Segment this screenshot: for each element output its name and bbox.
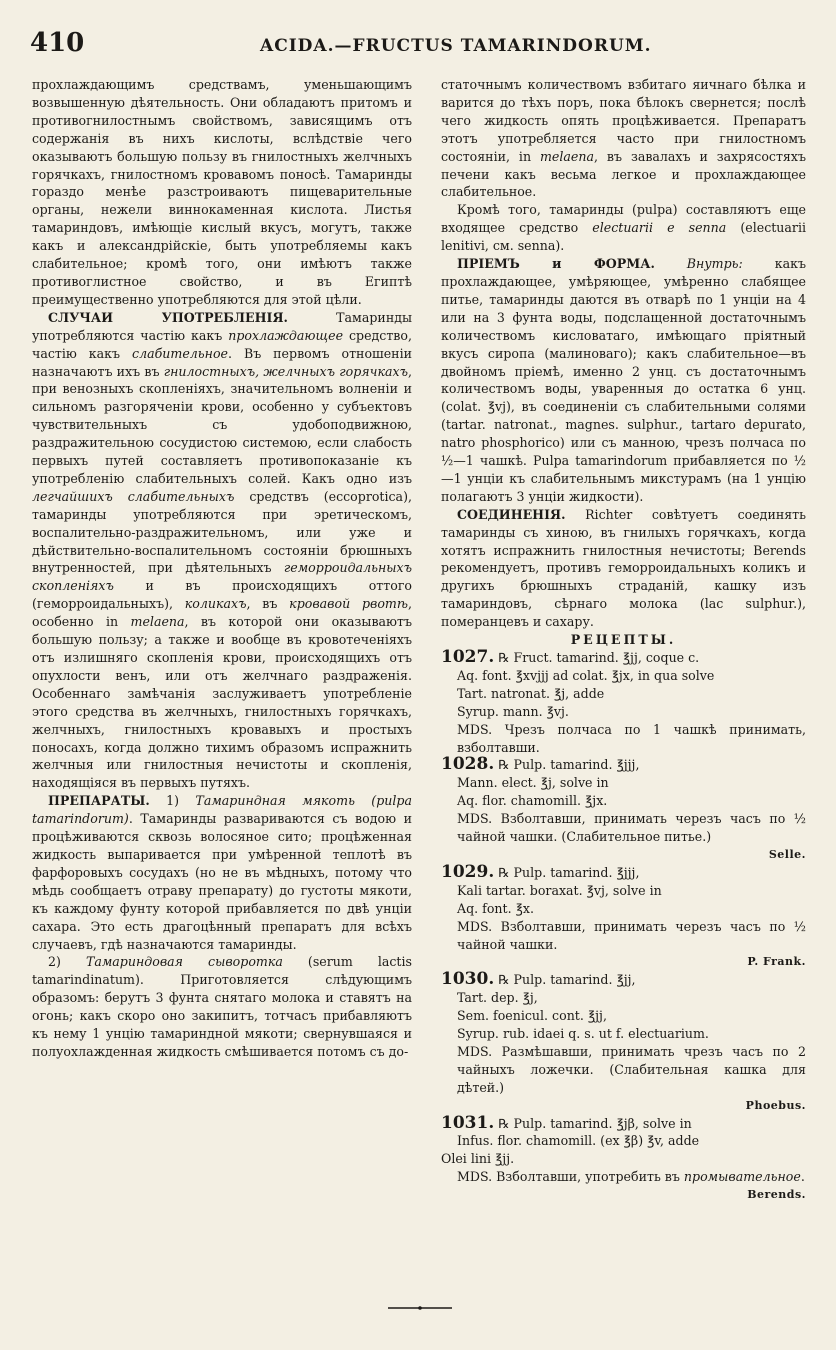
text: средство, частію какъ <box>32 327 412 361</box>
italic-text: коликахъ <box>184 596 247 612</box>
recipe-line: Tart. natronat. ℥j, adde <box>457 685 605 701</box>
recipe-1031 <box>441 1112 806 1205</box>
page-header <box>30 28 806 62</box>
recipe-1028 <box>441 756 806 863</box>
recipe-author: Berends. <box>747 1188 806 1202</box>
recipe-line: Sem. foenicul. cont. ℥jj, <box>457 1008 607 1024</box>
text: . Въ первомъ отношеніи назначаютъ ихъ въ <box>32 345 413 379</box>
recipe-line: Kali tartar. boraxat. ℥vj, solve in <box>457 882 662 898</box>
text: (electuarii lenitivi, см. senna). <box>441 220 806 254</box>
italic-text: гнилостныхъ, желчныхъ горячкахъ <box>163 363 408 379</box>
section-heading: СЛУЧАИ УПОТРЕБЛЕНІЯ. <box>48 309 288 325</box>
text: . Тамаринды развариваются съ водою и процѣживаются сквозь волосяное сито; процѣженная жидкость выпаривается при умѣренной теплотѣ въ фарфоровыхъ сосудахъ (но не въ мѣдныхъ, потому что мѣдь сообщаетъ отраву препарату) до густоты мякоти, къ каждому фунту которой прибавляется по двѣ унціи сахара. Это есть драгоцѣнный препаратъ для всѣхъ случаевъ, гдѣ назначаются тамаринды. <box>32 811 412 952</box>
recipe-author: P. Frank. <box>747 955 806 969</box>
paragraph-dose <box>441 255 806 506</box>
italic-text: melaena <box>130 614 185 630</box>
paragraph-preparations <box>32 792 412 953</box>
recipes-heading: РЕЦЕПТЫ. <box>570 632 677 648</box>
recipe-line: ℞ Pulp. tamarind. ℥jj, <box>498 972 636 988</box>
text: Кромѣ того, тамаринды (pulpa) составляютъ еще входящее средство <box>441 202 806 236</box>
running-head: ACIDA.—FRUCTUS TAMARINDORUM. <box>260 36 652 56</box>
recipe-number: 1030. <box>441 969 495 990</box>
recipe-line: Syrup. mann. ℥vj. <box>457 703 569 719</box>
paragraph-serum <box>32 953 412 1060</box>
recipe-signa: MDS. Взболтавши, принимать черезъ часъ по ½ чайной чашки. (Слабительное питье.) <box>457 811 806 845</box>
recipe-line: ℞ Pulp. tamarind. ℥jjj, <box>498 864 640 880</box>
recipe-line: Aq. font. ℥x. <box>457 900 534 916</box>
text: , въ завалахъ и захрясостяхъ печени какъ весьма легкое и прохлаждающее слабительное. <box>441 148 806 200</box>
recipe-line: ℞ Fruct. tamarind. ℥jj, coque c. <box>498 650 700 665</box>
text: какъ прохлаждающее, умѣряющее, умѣренно слабящее питье, тамаринды даются въ отварѣ по 1 унціи на 4 или на 3 фунта воды, подслащенной достаточнымъ количествомъ кисловатаго, имѣющаго пріятный вкусъ сиропа (малиноваго); какъ слабительное—въ двойномъ пріемѣ, именно 2 унц. съ достаточнымъ количествомъ воды, уваренныя до остатка 6 унц. (colat. ℥vj), въ соединеніи съ слабительными солями (tartar. natronat., magnes. sulphur., tartaro depurato, natro phosphorico) или съ манною, чрезъ полчаса по ½—1 чашкѣ. Pulpa tamarindorum прибавляется по ½—1 унціи къ слабительнымъ микстурамъ (на 1 унцію полагаютъ 3 унціи жидкости). <box>441 256 806 504</box>
recipe-line: Aq. font. ℥xvjjj ad colat. ℥jx, in qua solve <box>457 667 715 683</box>
section-heading: ПРЕПАРАТЫ. <box>48 793 150 809</box>
recipe-number: 1031. <box>441 1112 495 1133</box>
paragraph <box>441 76 806 201</box>
left-column <box>32 76 412 1061</box>
text: 2) <box>48 954 86 970</box>
paragraph: прохлаждающимъ средствамъ, уменьшающимъ возвышенную дѣятельность. Они обладаютъ притомъ и противогнилостнымъ свойствомъ, зависящимъ отъ содержанія въ нихъ кислоты, вслѣдствіе чего оказываютъ большую пользу въ гнилостныхъ желчныхъ горячкахъ, гнилостномъ кровавомъ поносѣ. Тамаринды гораздо менѣе разстроиваютъ пищеварительные органы, нежели виннокаменная кислота. Листья тамариндовъ, имѣющіе кислый вкусъ, могутъ, также какъ и александрійскіе, быть употребляемы какъ слабительное; кромѣ того, они имѣютъ также противоглистное свойство, и въ Египтѣ преимущественно употребляются для этой цѣли. <box>32 77 412 307</box>
text: , особенно in <box>32 596 412 630</box>
italic-text: геморроидальныхъ скопленіяхъ <box>32 560 412 594</box>
recipe-author: Phoebus. <box>745 1098 806 1112</box>
text: , при венозныхъ скопленіяхъ, значительномъ волненіи и сильномъ разгоряченіи крови, особенно у субъектовъ чувствительныхъ съ удобоподвижною, раздражительною сосудистою системою, если слабость первыхъ путей составляетъ противопоказаніе къ употребленію слабительныхъ солей. Какъ одно изъ <box>32 363 412 486</box>
italic-text: промывательное <box>683 1169 801 1185</box>
italic-text: Тамариндовая сыворотка <box>85 954 283 970</box>
italic-text: легчайшихъ слабительныхъ <box>32 488 235 504</box>
recipe-number: 1028. <box>441 754 495 775</box>
text: , въ <box>246 596 290 612</box>
recipe-line: ℞ Pulp. tamarind. ℥jjj, <box>498 757 640 773</box>
recipe-line: Infus. flor. chamomill. (ex ℥β) ℥v, adde <box>457 1133 700 1149</box>
recipe-line: Syrup. rub. idaei q. s. ut f. electuarium. <box>457 1026 709 1042</box>
text: . <box>800 1169 805 1185</box>
italic-text: слабительное <box>132 345 228 361</box>
text: статочнымъ количествомъ взбитаго яичнаго бѣлка и варится до тѣхъ поръ, пока бѣлокъ свернется; послѣ чего жидкость опять процѣживается. Препаратъ этотъ употребляется часто при гнилостномъ состояніи, in <box>441 77 806 164</box>
italic-text: melaena <box>539 148 594 164</box>
text: Richter совѣтуетъ соединять тамаринды съ хиною, въ гнилыхъ горячкахъ, когда хотятъ испражнить гнилостныя нечистоты; Berends рекомендуетъ, противъ геморроидальныхъ коликъ и другихъ брюшныхъ страданій, кашку изъ тамариндовъ, сѣрнаго молока (lac sulphur.), померанцевъ и сахару. <box>441 506 806 630</box>
text: и въ происходящихъ оттого (геморроидальныхъ), <box>32 578 412 612</box>
recipe-signa: MDS. Размѣшавши, принимать чрезъ часъ по 2 чайныхъ ложечки. (Слабительная кашка для дѣтей.) <box>457 1043 806 1095</box>
text: Тамаринды употребляются частію какъ <box>32 309 412 343</box>
paragraph-uses <box>32 309 412 792</box>
italic-text: electuarii e senna <box>592 220 727 236</box>
recipe-line: Mann. elect. ℥j, solve in <box>457 775 609 791</box>
end-ornament <box>388 1306 452 1310</box>
text: 1) <box>149 793 196 809</box>
italic-text: Внутрь: <box>654 256 743 272</box>
recipe-signa: MDS. Взболтавши, принимать черезъ часъ по ½ чайной чашки. <box>457 918 806 952</box>
recipe-line: ℞ Pulp. tamarind. ℥jβ, solve in <box>498 1115 692 1131</box>
text: средствъ (eccoprotica), тамаринды употребляются при эретическомъ, воспалительно-раздражительномъ, или уже и дѣйствительно-воспалительномъ состояніи брюшныхъ внутренностей, при дѣятельныхъ <box>32 488 412 576</box>
section-heading: ПРІЕМЪ и ФОРМА. <box>457 256 655 272</box>
recipe-1030 <box>441 971 806 1114</box>
text: , въ которой они оказываютъ большую пользу; а также и вообще въ кровотеченіяхъ отъ излишняго скопленія крови, происходящихъ отъ опухлости венъ, или отъ желчнаго раздраженія. Особеннаго замѣчанія заслуживаетъ употребленіе этого средства въ желчныхъ, гнилостныхъ горячкахъ, желчныхъ, гнилостныхъ кровавыхъ и простыхъ поносахъ, когда должно тихимъ образомъ испражнить желчныя или гнилостныя нечистоты и скопленія, находящіяся въ первыхъ путяхъ. <box>32 614 412 791</box>
italic-text: кровавой рвотѣ <box>289 596 408 612</box>
recipe-signa <box>441 1168 806 1186</box>
paragraph-combinations <box>441 506 806 631</box>
recipe-1027 <box>441 649 806 756</box>
recipe-1029 <box>441 861 806 971</box>
recipe-signa: MDS. Чрезъ полчаса по 1 чашкѣ принимать, взболтавши. <box>457 721 806 755</box>
recipe-line: Olei lini ℥jj. <box>441 1151 515 1167</box>
recipe-line: Tart. dep. ℥j, <box>457 990 538 1006</box>
right-column <box>441 76 806 1204</box>
text: MDS. Взболтавши, употребить въ <box>457 1169 684 1185</box>
italic-text: прохлаждающее <box>228 327 344 343</box>
text: (serum lactis tamarindinatum). Приготовляется слѣдующимъ образомъ: берутъ 3 фунта снятаго молока и ставятъ на огонь; какъ скоро оно закипитъ, тотчасъ прибавляютъ къ нему 1 унцію тамариндной мякоти; свернувшаяся и полуохлажденная жидкость смѣшивается потомъ съ до- <box>32 954 412 1059</box>
recipe-number: 1027. <box>441 647 495 667</box>
section-heading: СОЕДИНЕНІЯ. <box>457 506 566 522</box>
paragraph <box>441 201 806 255</box>
recipe-line: Aq. flor. chamomill. ℥jx. <box>457 793 608 809</box>
recipe-number: 1029. <box>441 861 495 882</box>
page-number: 410 <box>30 28 85 58</box>
italic-text: Тамариндная мякоть (pulpa tamarindorum) <box>32 793 412 827</box>
recipe-author: Selle. <box>768 847 806 861</box>
